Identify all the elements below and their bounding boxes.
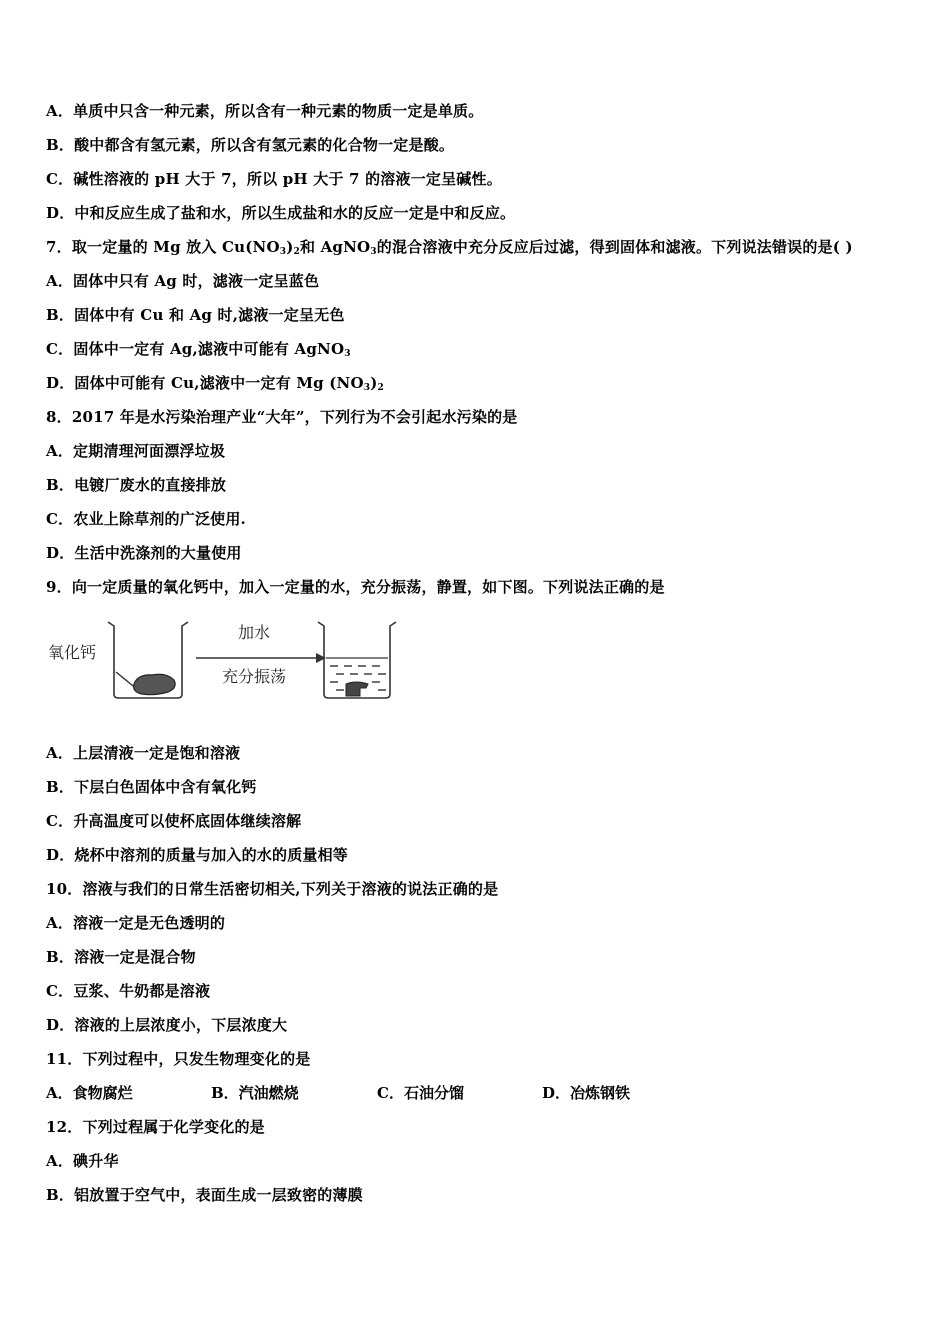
q9-option-b: B．下层白色固体中含有氧化钙 [46, 778, 257, 796]
q8-stem: 8．2017 年是水污染治理产业“大年”，下列行为不会引起水污染的是 [46, 408, 518, 426]
calcium-oxide-lump [134, 674, 175, 694]
q7-option-b: B．固体中有 Cu 和 Ag 时,滤液一定呈无色 [46, 306, 345, 324]
q12-option-a: A．碘升华 [46, 1152, 119, 1170]
q12-option-b: B．铝放置于空气中，表面生成一层致密的薄膜 [46, 1186, 363, 1204]
q11-option-b: B．汽油燃烧 [211, 1084, 299, 1102]
q8-option-b: B．电镀厂废水的直接排放 [46, 476, 227, 494]
q9-option-d: D．烧杯中溶剂的质量与加入的水的质量相等 [46, 846, 349, 864]
q9-option-c: C．升高温度可以使杯底固体继续溶解 [46, 812, 302, 830]
q10-stem: 10．溶液与我们的日常生活密切相关,下列关于溶液的说法正确的是 [46, 880, 499, 898]
q7-option-c: C．固体中一定有 Ag,滤液中可能有 AgNO$_3$ [46, 340, 351, 359]
q8-option-a: A．定期清理河面漂浮垃圾 [46, 442, 226, 460]
q7-option-d: D．固体中可能有 Cu,滤液中一定有 Mg $(NO_3)_2$ [46, 374, 384, 393]
q7-option-a: A．固体中只有 Ag 时，滤液一定呈蓝色 [46, 272, 320, 290]
q11-option-a: A．食物腐烂 [46, 1084, 133, 1102]
q11-option-c: C．石油分馏 [377, 1084, 464, 1102]
q10-option-d: D．溶液的上层浓度小，下层浓度大 [46, 1016, 288, 1034]
q9-stem: 9．向一定质量的氧化钙中，加入一定量的水，充分振荡，静置，如下图。下列说法正确的是 [46, 578, 665, 596]
q6-option-c: C．碱性溶液的 pH 大于 7，所以 pH 大于 7 的溶液一定呈碱性。 [46, 170, 502, 188]
q9-option-a: A．上层清液一定是饱和溶液 [46, 744, 241, 762]
q10-option-c: C．豆浆、牛奶都是溶液 [46, 982, 211, 1000]
shake-label: 充分振荡 [222, 667, 287, 686]
q6-option-b: B．酸中都含有氢元素，所以含有氢元素的化合物一定是酸。 [46, 136, 455, 154]
add-water-label: 加水 [238, 623, 271, 642]
q6-option-d: D．中和反应生成了盐和水，所以生成盐和水的反应一定是中和反应。 [46, 204, 516, 222]
q10-option-b: B．溶液一定是混合物 [46, 948, 196, 966]
q9-beaker-figure [46, 610, 426, 742]
q11-options-row [46, 1082, 916, 1116]
q8-option-d: D．生活中洗涤剂的大量使用 [46, 544, 242, 562]
sediment-solid [346, 682, 368, 696]
q8-option-c: C．农业上除草剂的广泛使用. [46, 510, 246, 528]
document-page [46, 100, 916, 1218]
q12-stem: 12．下列过程属于化学变化的是 [46, 1118, 265, 1136]
calcium-oxide-label: 氧化钙 [48, 643, 97, 662]
q11-option-d: D．冶炼钢铁 [542, 1084, 631, 1102]
q6-option-a: A．单质中只含一种元素，所以含有一种元素的物质一定是单质。 [46, 102, 484, 120]
q10-option-a: A．溶液一定是无色透明的 [46, 914, 226, 932]
q11-stem: 11．下列过程中，只发生物理变化的是 [46, 1050, 311, 1068]
q7-stem: 7．取一定量的 Mg 放入 $Cu(NO_3)_2$和 AgNO$_3$的混合溶液中充分反应后过滤，得到固体和滤液。下列说法错误的是( ) [46, 238, 853, 257]
